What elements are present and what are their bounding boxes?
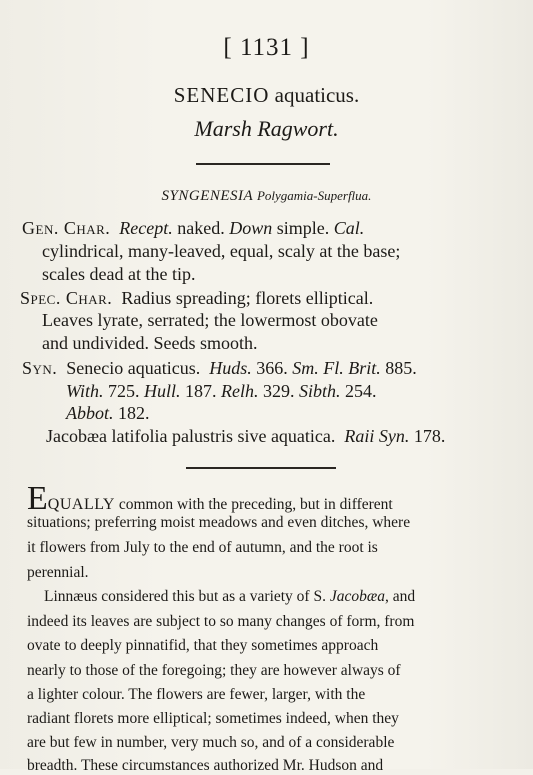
body-text: common with the preceding, but in different [114, 496, 393, 513]
divider-rule [186, 467, 336, 469]
species-epithet: aquaticus. [274, 83, 360, 107]
syn-text: Senecio aquaticus. [66, 358, 201, 378]
syn-text: 725. [103, 381, 145, 401]
gen-char-text: simple. [272, 218, 334, 238]
classification [0, 188, 533, 205]
syn-text: 366. [251, 358, 293, 378]
spec-char-text: Radius spreading; florets elliptical. [121, 288, 374, 308]
gen-char-line-3: scales dead at the tip. [42, 264, 196, 284]
body-text: Jacobæa [329, 588, 385, 605]
body-p2-line-1 [44, 588, 415, 606]
page-number: [ 1131 ] [223, 34, 310, 61]
syn-line-2 [66, 381, 377, 402]
body-p2-line-8: breadth. These circumstances authorized Mr. Hudson and [27, 757, 384, 774]
syn-label: Syn. [22, 358, 58, 378]
class-name: SYNGENESIA [161, 188, 254, 204]
gen-char-down: Down [229, 218, 273, 238]
syn-text: Jacobæa latifolia palustris sive aquatica. [46, 426, 336, 446]
syn-ref: Sm. Fl. Brit. [292, 358, 381, 378]
species-title [0, 83, 533, 108]
body-p1-line-2: situations; preferring moist meadows and even ditches, where [27, 514, 411, 531]
gen-char-line-1 [22, 218, 364, 239]
syn-text: 885. [380, 358, 417, 378]
gen-char-receptacle: Recept. [119, 218, 173, 238]
syn-text: 254. [340, 381, 377, 401]
body-p2-line-4: nearly to those of the foregoing; they are however always of [27, 662, 401, 679]
syn-line-3 [66, 403, 150, 424]
spec-char-line-3: and undivided. Seeds smooth. [42, 333, 258, 353]
body-p1-line-1 [27, 482, 393, 516]
body-p1-line-3: it flowers from July to the end of autumn, and the root is [27, 539, 378, 556]
divider-rule [196, 163, 330, 165]
spec-char-line-1 [20, 288, 373, 309]
syn-line-4 [46, 426, 445, 447]
syn-ref: With. [66, 381, 104, 401]
gen-char-line-2: cylindrical, many-leaved, equal, scaly at the base; [42, 241, 401, 261]
order-name: Polygamia-Superflua. [256, 188, 372, 203]
spec-char-label: Spec. Char. [20, 288, 113, 308]
syn-ref: Raii Syn. [344, 426, 410, 446]
body-p1-line-4: perennial. [27, 564, 89, 581]
gen-char-label: Gen. Char. [22, 218, 111, 238]
body-text: , and [384, 588, 416, 605]
body-text: Linnæus considered this but as a variety of S. [44, 588, 330, 605]
body-p2-line-2: indeed its leaves are subject to so many changes of form, from [27, 613, 415, 630]
syn-line-1 [22, 358, 417, 379]
syn-text: 182. [113, 403, 150, 423]
body-p2-line-5: a lighter colour. The flowers are fewer, larger, with the [27, 686, 366, 703]
syn-ref: Sibth. [299, 381, 341, 401]
gen-char-calyx: Cal. [333, 218, 365, 238]
syn-text: 187. [180, 381, 222, 401]
drop-cap: E [27, 480, 48, 517]
common-name: Marsh Ragwort. [194, 116, 339, 141]
syn-ref: Huds. [209, 358, 252, 378]
genus-name: SENECIO [173, 83, 270, 107]
body-text: QUALLY [47, 496, 115, 513]
body-p2-line-3: ovate to deeply pinnatifid, that they sometimes approach [27, 637, 379, 654]
syn-text: 329. [258, 381, 300, 401]
syn-ref: Relh. [221, 381, 259, 401]
syn-ref: Abbot. [66, 403, 114, 423]
spec-char-line-2: Leaves lyrate, serrated; the lowermost obovate [42, 310, 378, 330]
body-p2-line-7: are but few in number, very much so, and of a considerable [27, 734, 395, 751]
body-p2-line-6: radiant florets more elliptical; sometimes indeed, when they [27, 710, 399, 727]
syn-text: 178. [409, 426, 446, 446]
syn-ref: Hull. [144, 381, 181, 401]
gen-char-text: naked. [172, 218, 230, 238]
